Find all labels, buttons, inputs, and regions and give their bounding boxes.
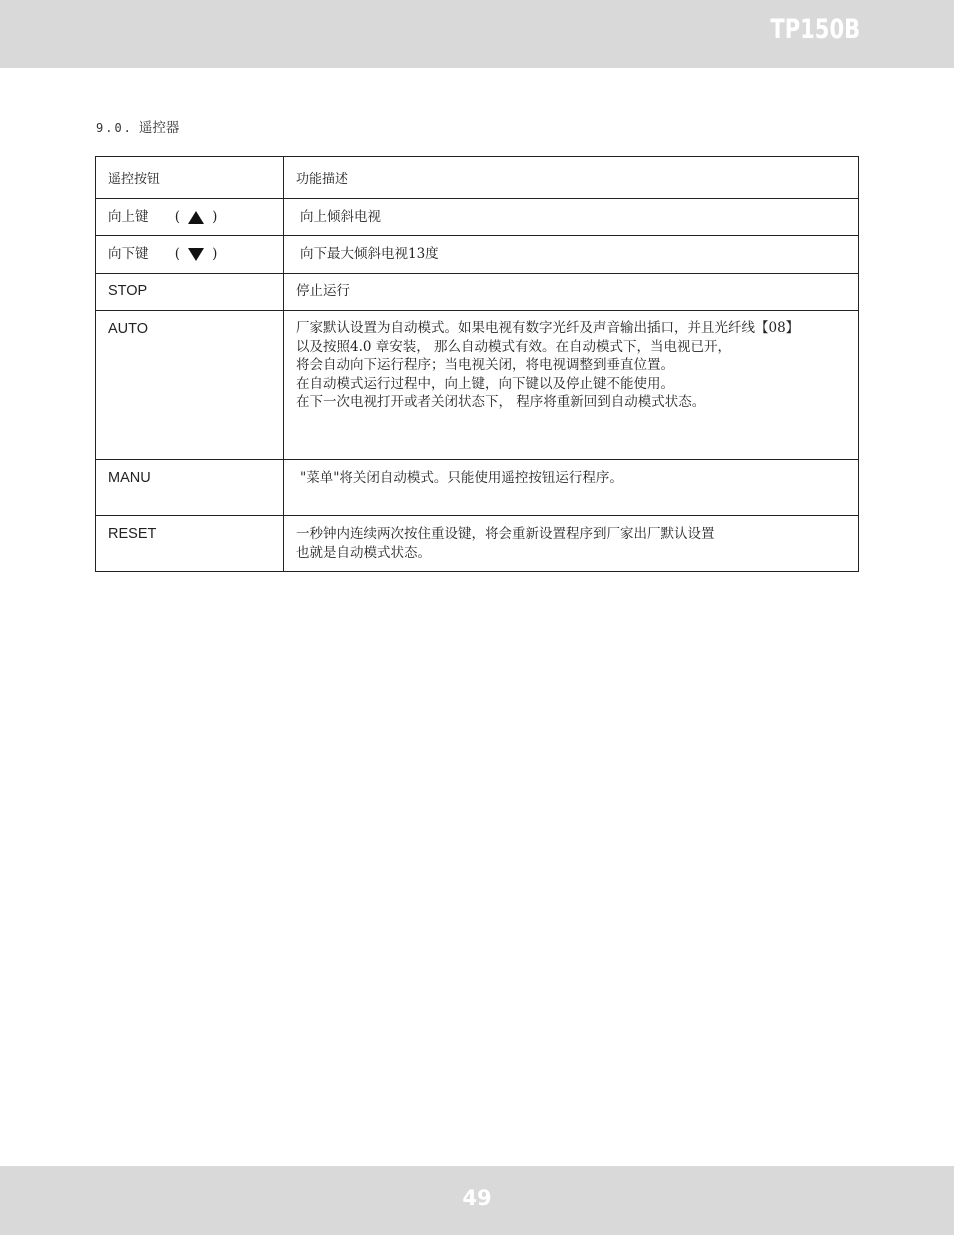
description-line: 将会自动向下运行程序；当电视关闭，将电视调整到垂直位置。 <box>296 357 674 373</box>
button-cell <box>96 311 284 460</box>
description-line: 在自动模式运行过程中，向上键，向下键以及停止键不能使用。 <box>296 375 674 392</box>
header-cell-button: 遥控按钮 <box>96 157 284 199</box>
table-row <box>96 460 859 516</box>
description-line: 以及按照4.0 章安装， 那么自动模式有效。在自动模式下，当电视已开， <box>296 338 732 355</box>
description-cell <box>284 236 859 274</box>
table-header-row <box>96 157 859 199</box>
description-line: 向下最大倾斜电视13度 <box>300 246 439 262</box>
description-cell <box>284 460 859 516</box>
description-line: 也就是自动模式状态。 <box>296 544 431 561</box>
model-name: TP150B <box>770 14 860 45</box>
description-line: 厂家默认设置为自动模式。如果电视有数字光纤及声音输出插口，并且光纤线【08】 <box>296 320 800 336</box>
description-line: 停止运行 <box>296 283 350 299</box>
page-number: 49 <box>462 1186 492 1210</box>
description-line: 在下一次电视打开或者关闭状态下， 程序将重新回到自动模式状态。 <box>296 394 706 410</box>
header-cell-description: 功能描述 <box>284 157 859 199</box>
section-number: 9.0. <box>96 121 133 135</box>
triangle-down-icon <box>188 248 204 261</box>
button-cell: 向下键 ( ) <box>96 236 284 274</box>
description-line: 向上倾斜电视 <box>300 209 381 225</box>
page-footer <box>0 1166 954 1235</box>
button-cell <box>96 274 284 311</box>
button-label: 向下键 <box>108 246 149 262</box>
button-label: MANU <box>108 470 151 486</box>
description-line: 一秒钟内连续两次按住重设键，将会重新设置程序到厂家出厂默认设置 <box>296 526 715 542</box>
remote-control-table <box>95 156 859 572</box>
button-label: AUTO <box>108 321 149 337</box>
page-header <box>0 0 954 68</box>
table-row <box>96 274 859 311</box>
description-cell <box>284 311 859 460</box>
button-cell <box>96 460 284 516</box>
description-line: "菜单"将关闭自动模式。只能使用遥控按钮运行程序。 <box>300 470 623 486</box>
button-cell: 向上键 ( ) <box>96 199 284 236</box>
description-cell <box>284 516 859 572</box>
section-heading <box>96 116 179 136</box>
button-label: STOP <box>108 283 148 299</box>
table-row <box>96 516 859 572</box>
button-label: RESET <box>108 526 157 542</box>
description-cell <box>284 274 859 311</box>
button-label: 向上键 <box>108 209 149 225</box>
table-row <box>96 236 859 274</box>
section-title-text: 遥控器 <box>138 120 180 136</box>
triangle-up-icon <box>188 211 204 224</box>
table-row <box>96 311 859 460</box>
button-cell <box>96 516 284 572</box>
table-row <box>96 199 859 236</box>
description-cell <box>284 199 859 236</box>
